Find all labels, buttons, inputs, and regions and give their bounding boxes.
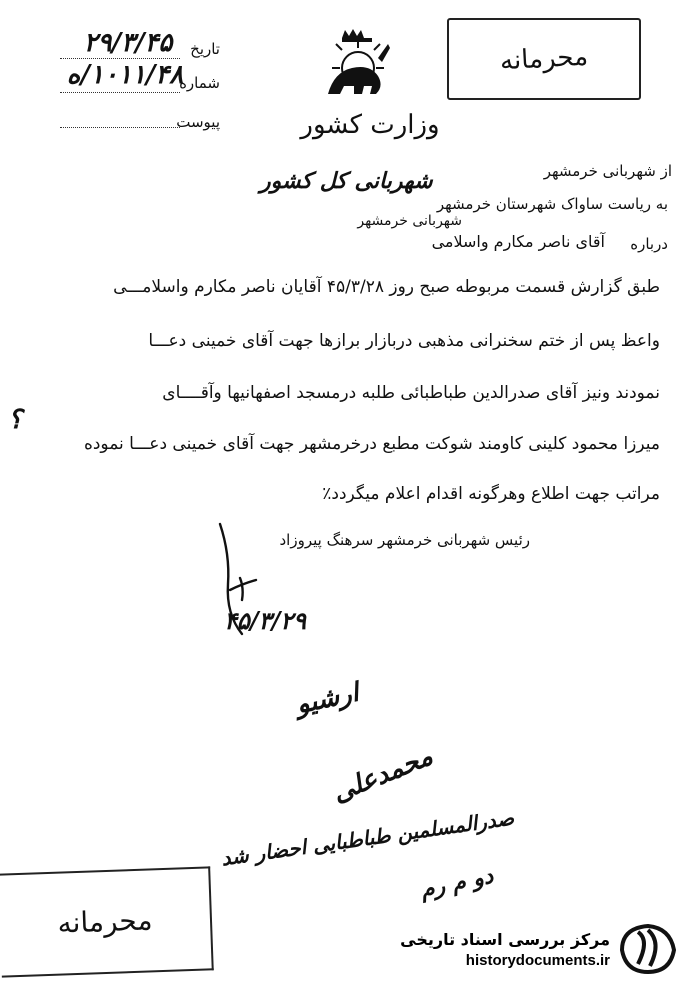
subject-label: درباره xyxy=(630,235,668,253)
margin-question-mark: ؟ xyxy=(8,405,22,435)
body-line-1: طبق گزارش قسمت مربوطه صبح روز ۴۵/۳/۲۸ آقایان ناصر مکارم واسلامـــی xyxy=(113,277,660,297)
to-overtype: شهربانی خرمشهر xyxy=(357,213,462,229)
body-line-3: نمودند ونیز آقای صدرالدین طباطبائی طلبه درمسجد اصفهانیها وآقــــای xyxy=(162,383,660,403)
body-line-4: میرزا محمود کلینی کاومند شوکت مطبع درخرمشهر جهت آقای خمینی دعـــا نموده xyxy=(83,434,660,454)
from-handwritten: شهربانی کل کشور xyxy=(260,168,433,194)
date-value: ۲۹/۳/۴۵ xyxy=(83,28,173,58)
body-line-5: مراتب جهت اطلاع وهرگونه اقدام اعلام میگردد٪ xyxy=(322,484,660,504)
number-value: ۱۰۱۱/۴۸/ه xyxy=(66,60,184,90)
signature-title: رئیس شهربانی خرمشهر سرهنگ پیروزاد xyxy=(279,531,530,549)
watermark-url: historydocuments.ir xyxy=(465,952,610,969)
confidential-stamp xyxy=(447,18,641,100)
annotation-short: دو م رم xyxy=(418,862,496,904)
annotation-name: محمدعلی xyxy=(328,741,437,809)
annotation-archive: ارشیو xyxy=(293,677,362,721)
attachment-label: پیوست xyxy=(176,113,220,131)
confidential-stamp-text: محرمانه xyxy=(499,41,589,77)
attachment-line xyxy=(60,127,180,128)
archive-logo-icon xyxy=(616,920,678,976)
annotation-summoned: صدرالمسلمین طباطبایی احضار شد xyxy=(219,805,516,871)
from-line: از شهربانی خرمشهر xyxy=(543,162,672,180)
bottom-confidential-stamp xyxy=(0,866,214,977)
number-line xyxy=(60,92,180,93)
number-label: شماره xyxy=(179,74,220,92)
lion-and-sun-emblem-icon xyxy=(320,28,394,104)
ministry-title: وزارت کشور xyxy=(300,110,440,140)
subject-text: آقای ناصر مکارم واسلامی xyxy=(431,232,605,251)
date-label: تاریخ xyxy=(190,40,220,58)
annotation-date: ۴۵/۳/۲۹ xyxy=(224,606,306,635)
date-line xyxy=(60,58,180,59)
bottom-stamp-text: محرمانه xyxy=(56,903,153,940)
body-line-2: واعظ پس از ختم سخنرانی مذهبی دربازار برازها جهت آقای خمینی دعـــا xyxy=(148,331,660,351)
watermark-title: مرکز بررسی اسناد تاریخی xyxy=(400,930,610,949)
to-line: به ریاست ساواک شهرستان خرمشهر xyxy=(436,195,668,213)
